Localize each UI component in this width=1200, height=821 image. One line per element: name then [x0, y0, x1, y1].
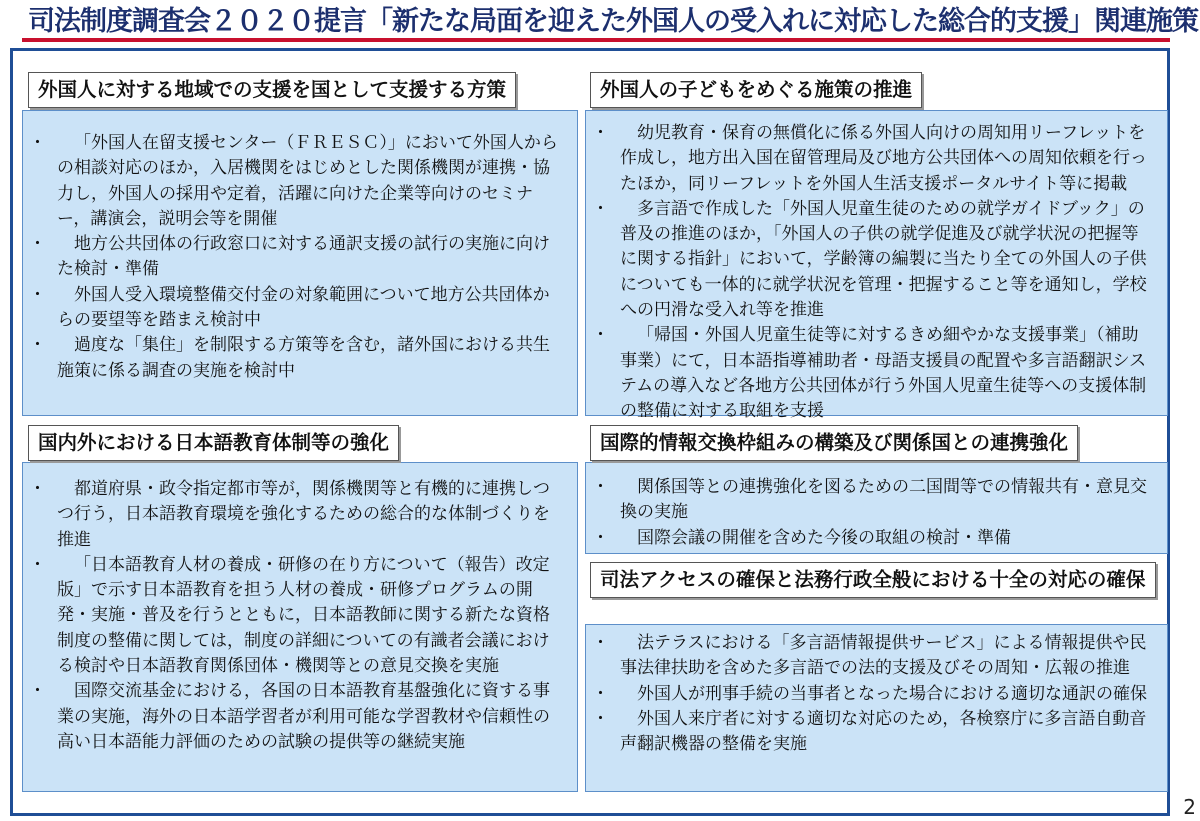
page-number: 2	[1183, 795, 1196, 819]
bullet-item: ・ 「外国人在留支援センター（ＦＲＥＳＣ）」において外国人からの相談対応のほか，入居機関をはじめとした関係機関が連携・協力し，外国人の採用や定着，活躍に向けた企業等向けのセミナー，講演会，説明会等を開催	[29, 133, 558, 229]
bullet-icon: ・	[29, 335, 46, 356]
bullet-item: ・ 多言語で作成した「外国人児童生徒のための就学ガイドブック」の普及の推進のほか，「外国人の子供の就学促進及び就学状況の把握等に関する指針」において，学齢簿の編製に当たり全ての外国人の子供についても一体的に就学状況を管理・把握すること等を通知し，学校への円滑な受入れ等を推進	[592, 198, 1147, 321]
bullet-item: ・ 法テラスにおける「多言語情報提供サービス」による情報提供や民事法律扶助を含めた多言語での法的支援及びその周知・広報の推進	[592, 633, 1147, 679]
bullet-item: ・ 外国人受入環境整備交付金の対象範囲について地方公共団体からの要望等を踏まえ検討中	[29, 284, 550, 331]
bullet-icon: ・	[29, 234, 46, 255]
section-body	[585, 110, 1168, 422]
bullet-icon: ・	[29, 479, 46, 499]
section-heading: 司法アクセスの確保と法務行政全般における十全の対応の確保	[590, 562, 1156, 598]
bullet-item: ・ 幼児教育・保育の無償化に係る外国人向けの周知用リーフレットを作成し，地方出入国在留管理局及び地方公共団体への周知依頼を行ったほか，同リーフレットを外国人生活支援ポータルサイト等に掲載	[592, 123, 1147, 194]
section-body	[22, 462, 578, 792]
section-heading: 国際的情報交換枠組みの構築及び関係国との連携強化	[590, 425, 1078, 461]
bullet-icon: ・	[592, 708, 609, 729]
bullet-item: ・ 関係国等との連携強化を図るための二国間等での情報共有・意見交換の実施	[592, 477, 1147, 523]
bullet-item: ・ 外国人来庁者に対する適切な対応のため，各検察庁に多言語自動音声翻訳機器の整備を実施	[592, 708, 1147, 755]
bullet-icon: ・	[29, 133, 46, 153]
bullet-item: ・ 国際交流基金における，各国の日本語教育基盤強化に資する事業の実施，海外の日本語学習者が利用可能な学習教材や信頼性の高い日本語能力評価のための試験の提供等の継続実施	[29, 681, 550, 752]
bullet-item: ・ 外国人が刑事手続の当事者となった場合における適切な通訳の確保	[620, 682, 1153, 707]
bullet-item: ・ 過度な「集住」を制限する方策等を含む，諸外国における共生施策に係る調査の実施を検討中	[29, 335, 550, 381]
bullet-icon: ・	[592, 123, 609, 143]
section-heading: 国内外における日本語教育体制等の強化	[28, 425, 399, 461]
bullet-item: ・ 地方公共団体の行政窓口に対する通訳支援の試行の実施に向けた検討・準備	[29, 234, 550, 280]
bullet-icon: ・	[29, 554, 46, 575]
bullet-item: ・ 「帰国・外国人児童生徒等に対するきめ細やかな支援事業」（補助事業）にて，日本語指導補助者・母語支援員の配置や多言語翻訳システムの導入など各地方公共団体が行う外国人児童生徒等への支援体制の整備に対する取組を支援	[592, 325, 1147, 422]
bullet-icon: ・	[592, 527, 609, 548]
bullet-item: ・ 都道府県・政令指定都市等が，関係機関等と有機的に連携しつつ行う，日本語教育環境を強化するための総合的な体制づくりを推進	[29, 479, 550, 550]
section-heading: 外国人の子どもをめぐる施策の推進	[590, 72, 922, 108]
bullet-item: ・ 国際会議の開催を含めた今後の取組の検討・準備	[620, 526, 1153, 551]
bullet-item: ・ 「日本語教育人材の養成・研修の在り方について（報告）改定版」で示す日本語教育を担う人材の養成・研修プログラムの開発・実施・普及を行うとともに，日本語教師に関する新たな資格制度の整備に関しては，制度の詳細についての有識者会議における検討や日本語教育関係団体・機関等との意見交換を実施	[29, 554, 550, 677]
section-heading: 外国人に対する地域での支援を国として支援する方策	[28, 72, 516, 108]
bullet-icon: ・	[592, 325, 609, 346]
section-body	[585, 624, 1168, 792]
bullet-icon: ・	[29, 681, 46, 702]
page-title: 司法制度調査会２０２０提言「新たな局面を迎えた外国人の受入れに対応した総合的支援」関連施策	[28, 6, 1198, 37]
section-body	[585, 462, 1168, 554]
title-underline	[22, 38, 1170, 42]
bullet-icon: ・	[29, 284, 46, 305]
bullet-icon: ・	[592, 683, 609, 704]
section-body	[22, 110, 578, 416]
bullet-icon: ・	[592, 477, 609, 497]
bullet-icon: ・	[592, 633, 609, 653]
bullet-icon: ・	[592, 198, 609, 219]
